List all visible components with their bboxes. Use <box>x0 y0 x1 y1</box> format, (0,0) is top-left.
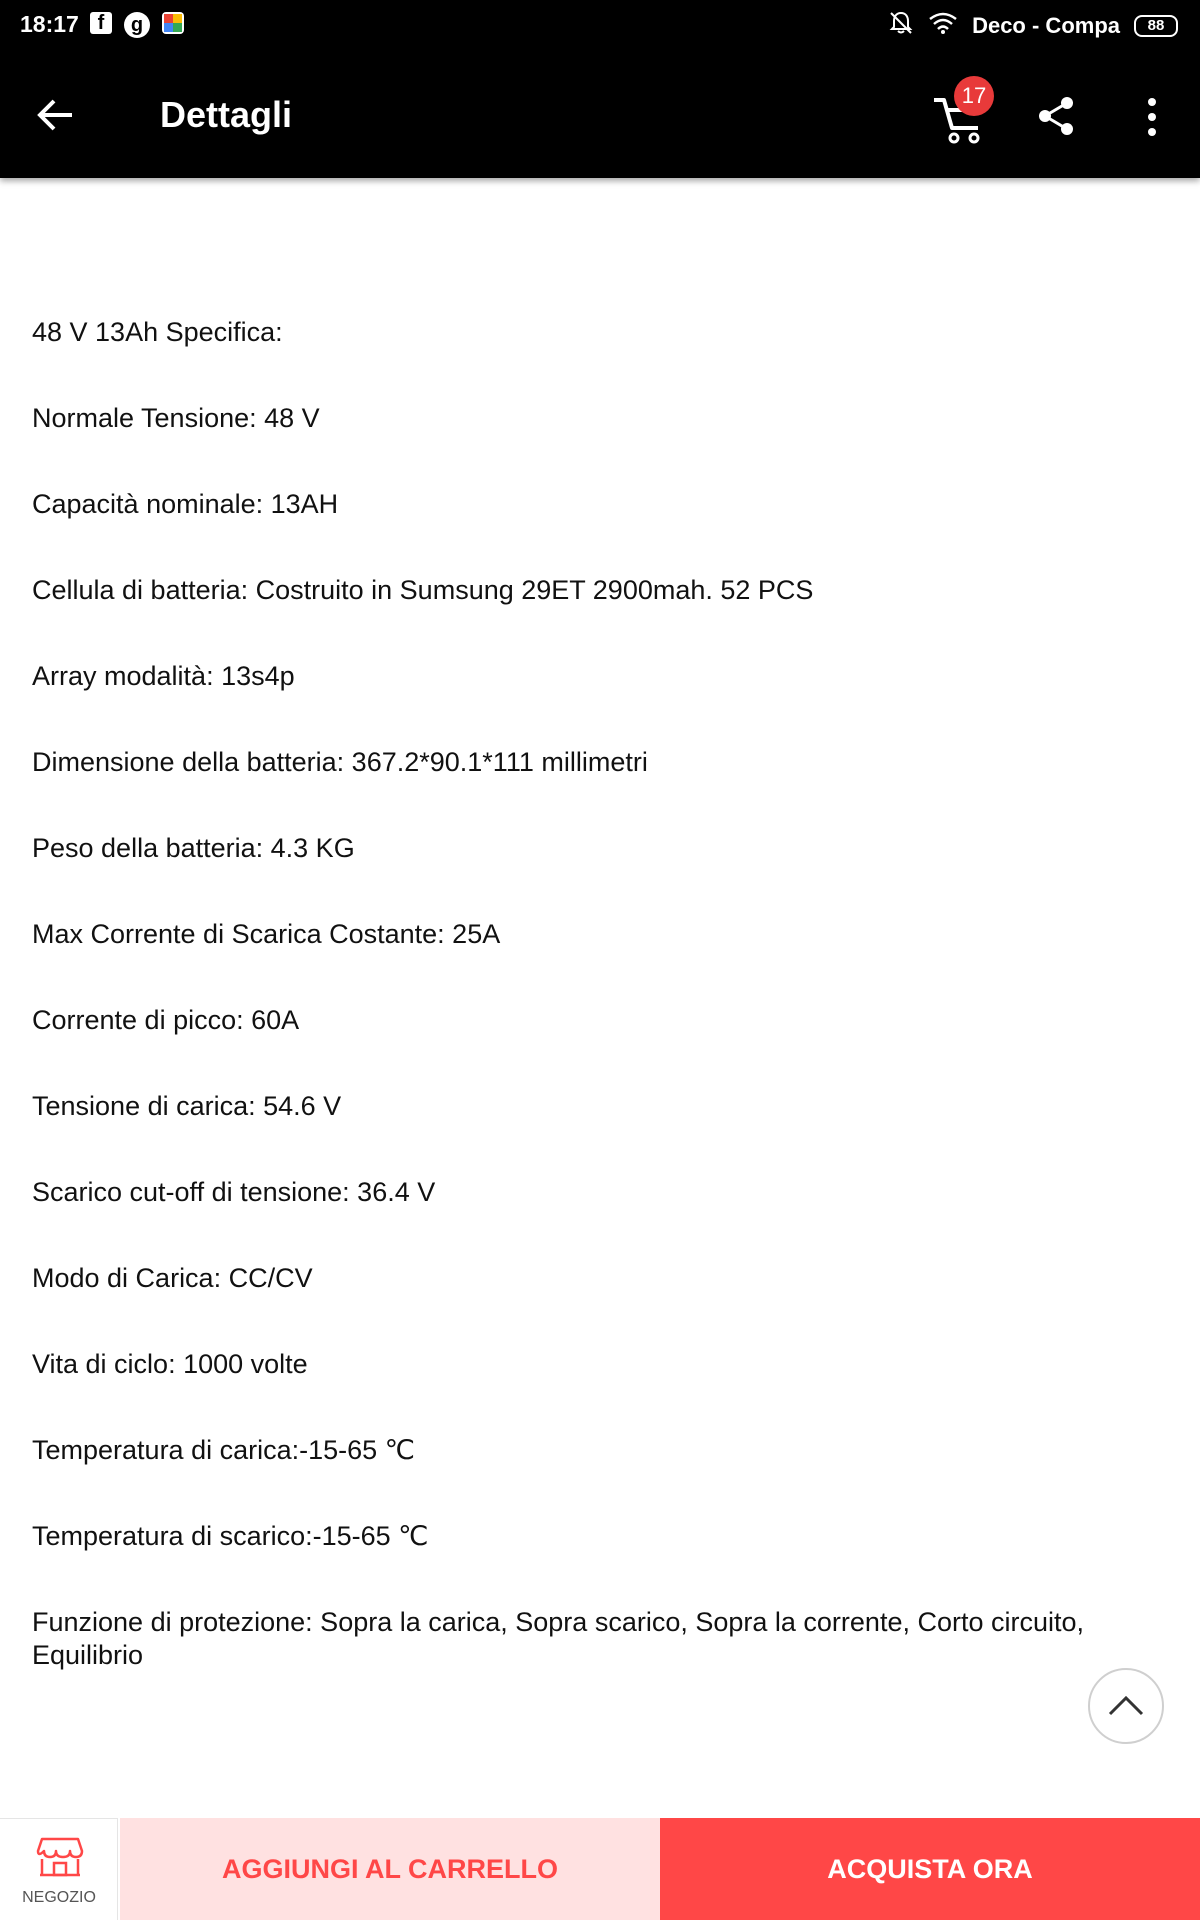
more-vert-icon <box>1140 92 1164 142</box>
spec-line: Vita di ciclo: 1000 volte <box>32 1349 308 1379</box>
g-icon: g <box>124 12 150 38</box>
spec-line: Max Corrente di Scarica Costante: 25A <box>32 919 501 949</box>
share-button[interactable] <box>1036 94 1076 138</box>
battery-indicator: 88 <box>1134 15 1178 37</box>
cart-count-badge: 17 <box>954 76 994 116</box>
spec-line: Capacità nominale: 13AH <box>32 489 339 519</box>
app-bar <box>0 52 1200 178</box>
status-bar <box>0 0 1200 52</box>
photos-icon <box>162 12 184 34</box>
bottom-action-bar <box>0 1818 1200 1920</box>
spec-line: Temperatura di scarico:-15-65 ℃ <box>32 1521 429 1551</box>
spec-line: Normale Tensione: 48 V <box>32 403 320 433</box>
spec-line: Scarico cut-off di tensione: 36.4 V <box>32 1177 436 1207</box>
spec-line: Peso della batteria: 4.3 KG <box>32 833 355 863</box>
back-button[interactable] <box>30 89 82 141</box>
status-right <box>888 10 1178 41</box>
wifi-icon <box>928 11 958 40</box>
spec-line: Tensione di carica: 54.6 V <box>32 1091 342 1121</box>
scroll-to-top-button[interactable] <box>1088 1668 1164 1744</box>
page-title: Dettagli <box>160 94 293 135</box>
spec-line: Dimensione della batteria: 367.2*90.1*111 millimetri <box>32 747 648 777</box>
arrow-left-icon <box>30 89 82 141</box>
spec-line: Modo di Carica: CC/CV <box>32 1263 313 1293</box>
bell-off-icon <box>888 10 914 41</box>
status-time: 18:17 <box>20 11 79 37</box>
spec-line: Temperatura di carica:-15-65 ℃ <box>32 1435 415 1465</box>
chevron-up-icon <box>1106 1694 1146 1718</box>
add-to-cart-button[interactable]: AGGIUNGI AL CARRELLO <box>120 1818 660 1920</box>
more-options-button[interactable] <box>1140 92 1164 142</box>
store-button[interactable] <box>0 1818 118 1920</box>
store-icon <box>36 1835 84 1879</box>
network-name: Deco - Compa <box>972 12 1120 38</box>
spec-line: Corrente di picco: 60A <box>32 1005 300 1035</box>
facebook-icon: f <box>90 12 112 34</box>
product-details <box>32 316 1172 1726</box>
spec-line: 48 V 13Ah Specifica: <box>32 317 283 347</box>
notification-icons <box>90 12 184 38</box>
spec-line: Funzione di protezione: Sopra la carica, Sopra scarico, Sopra la corrente, Corto circuito, Equilibrio <box>32 1607 1085 1670</box>
share-icon <box>1036 94 1076 138</box>
buy-now-button[interactable]: ACQUISTA ORA <box>660 1818 1200 1920</box>
spec-line: Cellula di batteria: Costruito in Sumsung 29ET 2900mah. 52 PCS <box>32 575 814 605</box>
store-label: NEGOZIO <box>22 1889 96 1906</box>
spec-line: Array modalità: 13s4p <box>32 661 295 691</box>
